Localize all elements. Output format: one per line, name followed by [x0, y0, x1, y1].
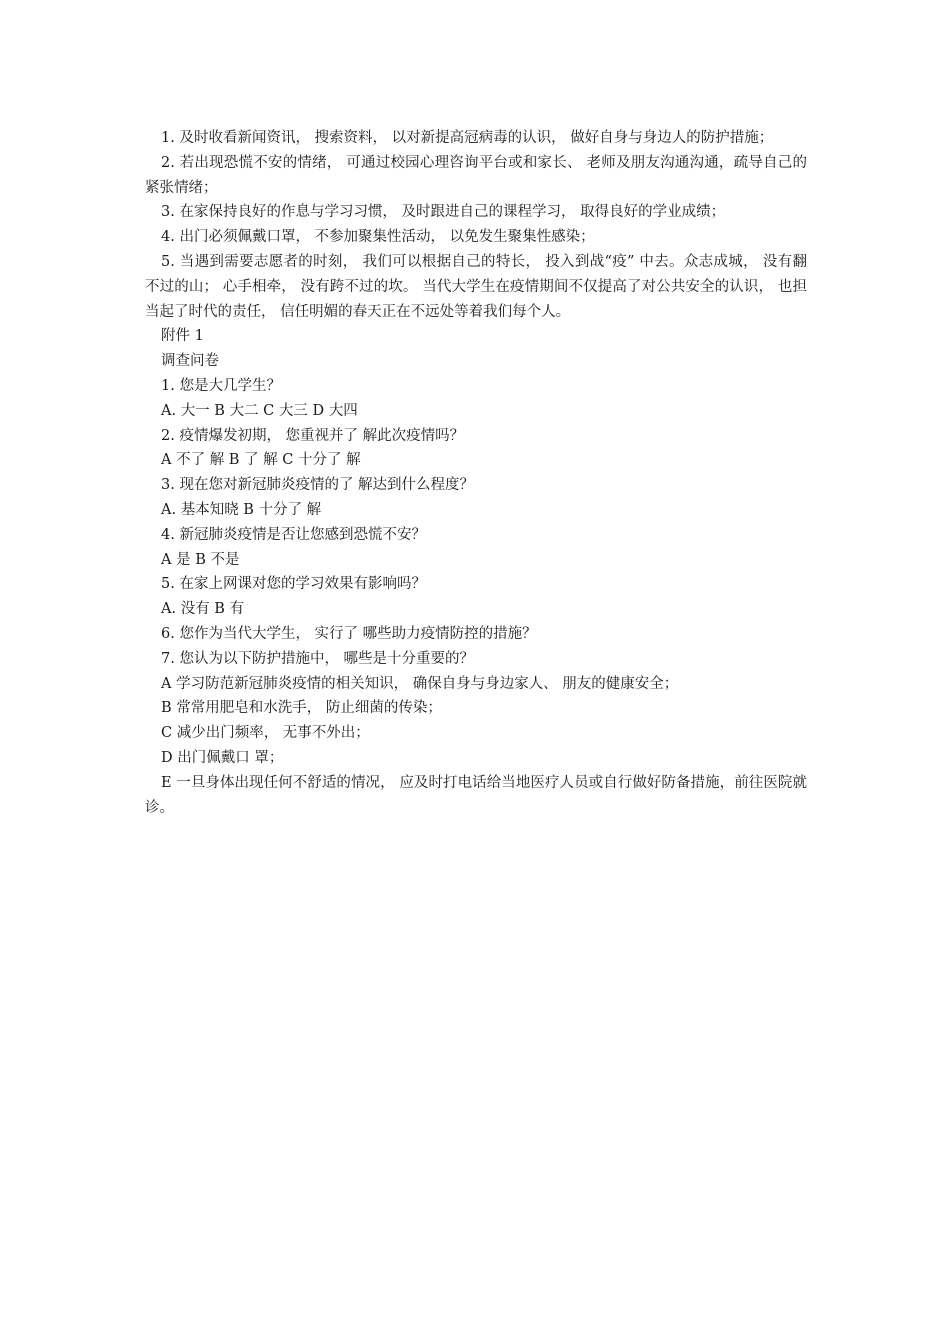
survey-option-7a: A 学习防范新冠肺炎疫情的相关知识， 确保自身与身边家人、 朋友的健康安全；	[161, 675, 679, 692]
survey-question-2: 2. 疫情爆发初期， 您重视并了 解此次疫情吗？	[161, 427, 465, 444]
measure-item-1: 1. 及时收看新闻资讯， 搜索资料， 以对新提高冠病毒的认识， 做好自身与身边人的防护措施；	[161, 130, 774, 146]
survey-options-3: A. 基本知晓 B 十分了 解	[161, 501, 322, 518]
survey-options-5: A. 没有 B 有	[161, 601, 245, 618]
survey-option-7d: D 出门佩戴口 罩；	[161, 749, 284, 766]
survey-options-2: A 不了 解 B 了 解 C 十分了 解	[161, 452, 361, 469]
measure-item-2: 2. 若出现恐慌不安的情绪， 可通过校园心理咨询平台或和家长、 老师及朋友沟通沟通，疏导自己的紧张情绪；	[145, 154, 807, 196]
survey-question-3: 3. 现在您对新冠肺炎疫情的了 解达到什么程度？	[161, 477, 475, 494]
survey-options-4: A 是 B 不是	[161, 551, 240, 568]
survey-option-7b: B 常常用肥皂和水洗手， 防止细菌的传染；	[161, 700, 442, 717]
survey-option-7e: E 一旦身体出现任何不舒适的情况， 应及时打电话给当地医疗人员或自行做好防备措施，前往医院就诊。	[145, 774, 807, 816]
survey-question-1: 1. 您是大几学生？	[161, 377, 281, 394]
survey-question-4: 4. 新冠肺炎疫情是否让您感到恐慌不安？	[161, 526, 426, 543]
survey-question-7: 7. 您认为以下防护措施中， 哪些是十分重要的？	[161, 650, 475, 667]
measure-item-5: 5. 当遇到需要志愿者的时刻， 我们可以根据自己的特长， 投入到战“疫” 中去。众志成城， 没有翻不过的山； 心手相牵， 没有跨不过的坎。 当代大学生在疫情期间不仅提高了对公共安全的认识， 也担当起了时代的责任， 信任明媚的春天正在不远处等着我们每个人。	[145, 253, 807, 320]
measure-item-4: 4. 出门必须佩戴口罩， 不参加聚集性活动， 以免发生聚集性感染；	[161, 229, 595, 246]
measure-item-3: 3. 在家保持良好的作息与学习习惯， 及时跟进自己的课程学习， 取得良好的学业成绩；	[161, 204, 726, 221]
survey-question-5: 5. 在家上网课对您的学习效果有影响吗？	[161, 576, 426, 593]
survey-title: 调查问卷	[161, 353, 219, 370]
survey-question-6: 6. 您作为当代大学生， 实行了 哪些助力疫情防控的措施？	[161, 625, 537, 642]
survey-options-1: A. 大一 B 大二 C 大三 D 大四	[161, 402, 358, 419]
document-body	[145, 126, 807, 820]
survey-option-7c: C 减少出门频率， 无事不外出；	[161, 725, 370, 742]
appendix-label: 附件 1	[161, 328, 204, 345]
